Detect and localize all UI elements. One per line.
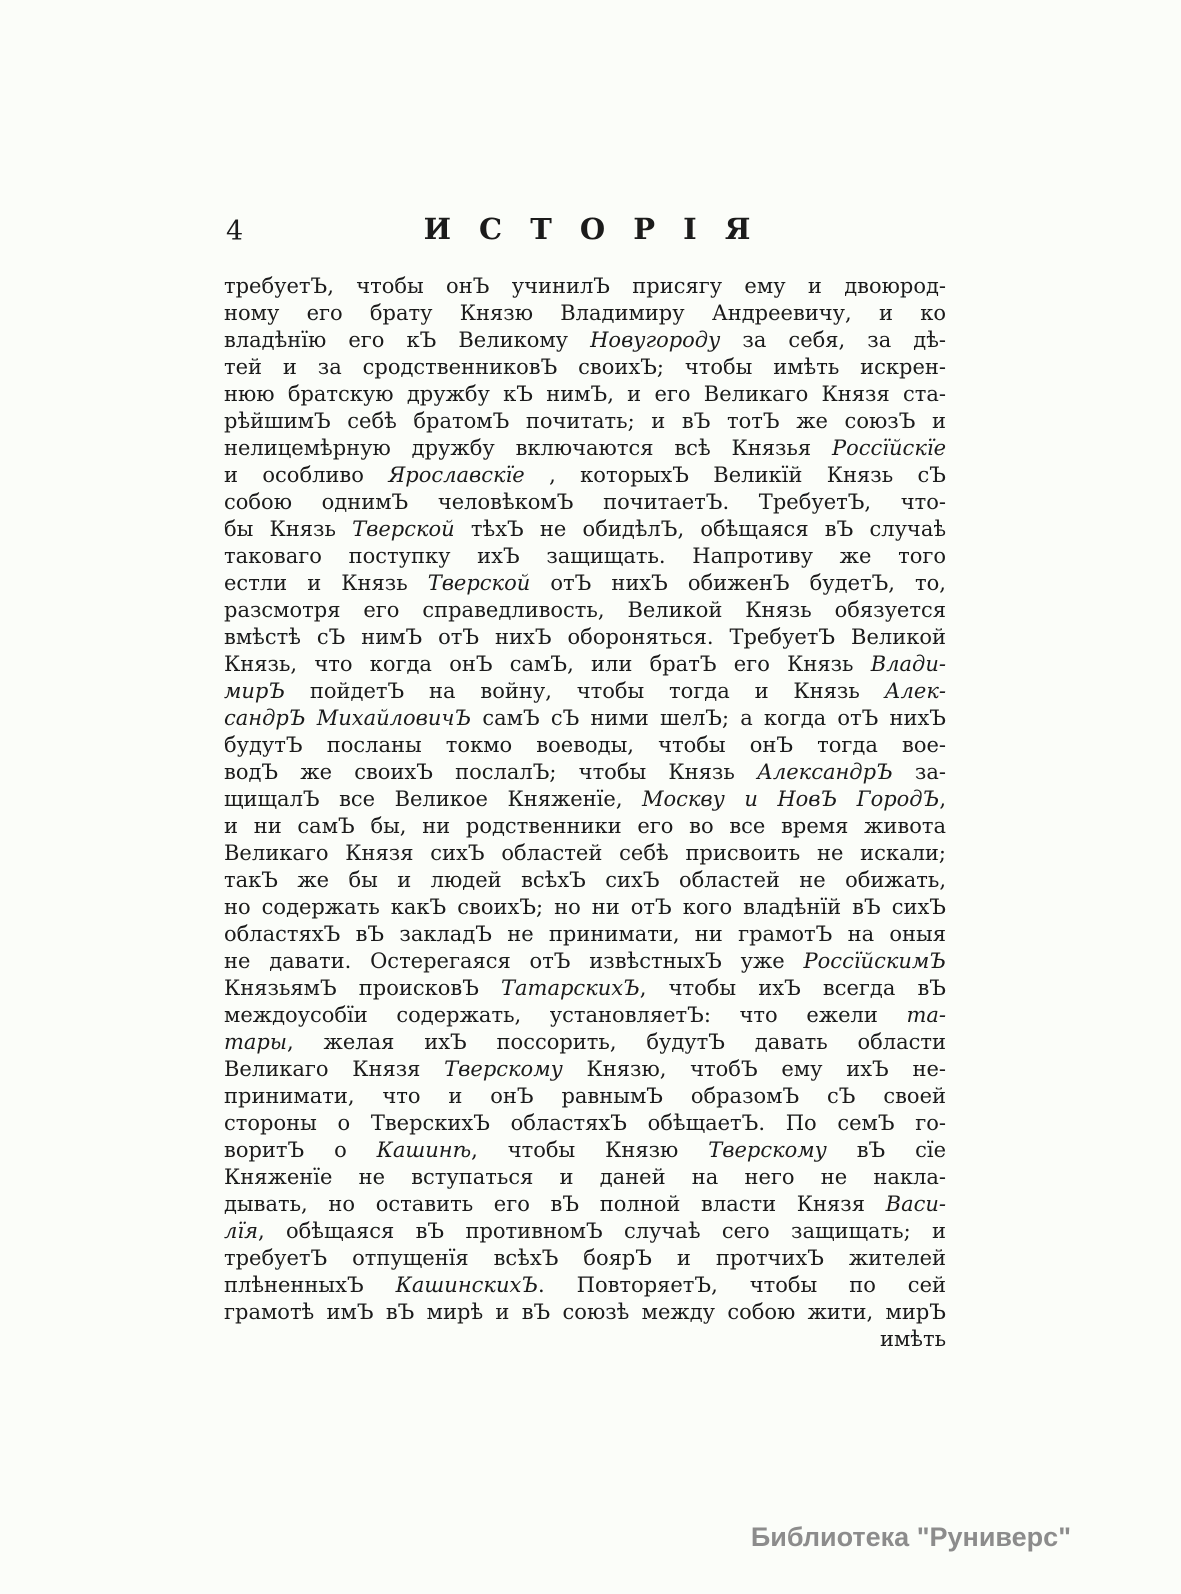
text-line: и особливо Ярославскїе , которыхЪ Великїй Князь сЪ [224, 463, 946, 487]
text-line: Князь, что когда онЪ самЪ, или братЪ его Князь Влади- [224, 652, 946, 676]
text-line: дывать, но оставить его вЪ полной власти Князя Васи- [224, 1192, 946, 1216]
text-line: тей и за сродственниковЪ своихЪ; чтобы имѣть искрен- [224, 355, 946, 379]
text-line: лїя, обѣщаяся вЪ противномЪ случаѣ сего защищать; и [224, 1219, 946, 1243]
text-line: Великаго Князя сихЪ областей себѣ присвоить не искали; [224, 841, 946, 865]
text-line: таковаго поступку ихЪ защищать. Напротиву же того [224, 544, 946, 568]
text-line: Княженїе не вступаться и даней на него не накла- [224, 1165, 946, 1189]
text-line: собою однимЪ человѣкомЪ почитаетЪ. ТребуетЪ, что- [224, 490, 946, 514]
text-line: мирЪ пойдетЪ на войну, чтобы тогда и Князь Алек- [224, 679, 946, 703]
text-line: естли и Князь Тверской отЪ нихЪ обиженЪ будетЪ, то, [224, 571, 946, 595]
text-line: плѣненныхЪ КашинскихЪ. ПовторяетЪ, чтобы по сей [224, 1273, 946, 1297]
text-line: областяхЪ вЪ закладЪ не принимати, ни грамотЪ на оныя [224, 922, 946, 946]
text-line: не давати. Остерегаяся отЪ извѣстныхЪ уже РоссїйскимЪ [224, 949, 946, 973]
watermark: Библиотека "Руниверс" [750, 1522, 1071, 1552]
text-line: будутЪ посланы токмо воеводы, чтобы онЪ тогда вое- [224, 733, 946, 757]
text-line: требуетЪ, чтобы онЪ учинилЪ присягу ему и двоюрод- [224, 274, 946, 298]
text-line: вмѣстѣ сЪ нимЪ отЪ нихЪ обороняться. ТребуетЪ Великой [224, 625, 946, 649]
text-line: принимати, что и онЪ равнымЪ образомЪ сЪ своей [224, 1084, 946, 1108]
catchword: имѣть [879, 1327, 946, 1351]
text-line: разсмотря его справедливость, Великой Князь обязуется [224, 598, 946, 622]
text-line: и ни самЪ бы, ни родственники его во все время живота [224, 814, 946, 838]
text-line: сандрЪ МихайловичЪ самЪ сЪ ними шелЪ; а когда отЪ нихЪ [224, 706, 946, 730]
text-line: нюю братскую дружбу кЪ нимЪ, и его Великаго Князя ста- [224, 382, 946, 406]
page-title: И С Т О Р І Я [423, 212, 758, 246]
text-line: воритЪ о Кашинѣ, чтобы Князю Тверскому вЪ сїе [224, 1138, 946, 1162]
body-text [224, 273, 946, 1326]
text-line: Великаго Князя Тверскому Князю, чтобЪ ему ихЪ не- [224, 1057, 946, 1081]
text-line: бы Князь Тверской тѣхЪ не обидѣлЪ, обѣщаяся вЪ случаѣ [224, 517, 946, 541]
text-line: нелицемѣрную дружбу включаются всѣ Князья Россїйскїе [224, 436, 946, 460]
text-line: но содержать какЪ своихЪ; но ни отЪ кого владѣнїй вЪ сихЪ [224, 895, 946, 919]
text-line: ному его брату Князю Владимиру Андреевичу, и ко [224, 301, 946, 325]
text-line: тары, желая ихЪ поссорить, будутЪ давать области [224, 1030, 946, 1054]
text-line: стороны о ТверскихЪ областяхЪ обѣщаетЪ. По семЪ го- [224, 1111, 946, 1135]
text-line: рѣйшимЪ себѣ братомЪ почитать; и вЪ тотЪ же союзЪ и [224, 409, 946, 433]
text-line: КнязьямЪ происковЪ ТатарскихЪ, чтобы ихЪ всегда вЪ [224, 976, 946, 1000]
text-line: водЪ же своихЪ послалЪ; чтобы Князь АлександрЪ за- [224, 760, 946, 784]
text-line: такЪ же бы и людей всѣхЪ сихЪ областей не обижать, [224, 868, 946, 892]
text-line: владѣнїю его кЪ Великому Новугороду за себя, за дѣ- [224, 328, 946, 352]
text-line: требуетЪ отпущенїя всѣхЪ боярЪ и протчихЪ жителей [224, 1246, 946, 1270]
text-line: междоусобїи содержать, установляетЪ: что ежели та- [224, 1003, 946, 1027]
text-line: грамотѣ имЪ вЪ мирѣ и вЪ союзѣ между собою жити, мирЪ [224, 1300, 946, 1324]
text-line: щищалЪ все Великое Княженїе, Москву и НовЪ ГородЪ, [224, 787, 946, 811]
page-number: 4 [226, 216, 244, 247]
